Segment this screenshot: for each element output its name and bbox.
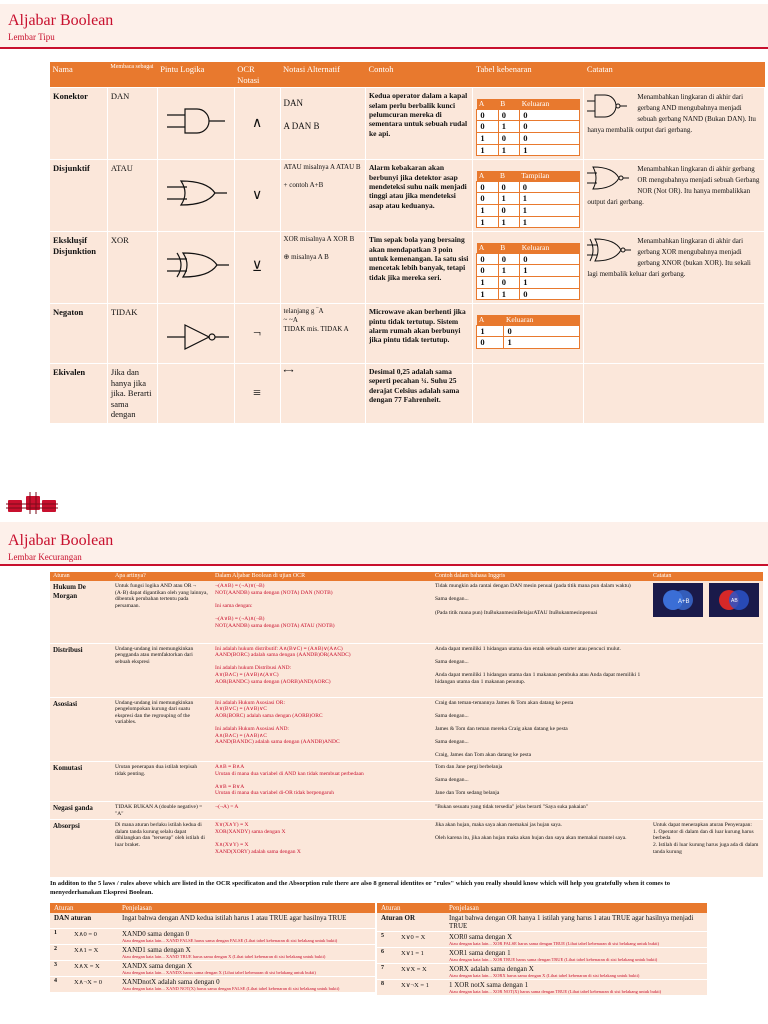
rule-explanation <box>445 932 707 948</box>
rule-big: XOR0 sama dengan X <box>449 933 513 941</box>
sheet1-header <box>0 4 768 49</box>
truth-value: 0 <box>498 109 519 121</box>
law-example: Jika akan hujan, maka saya akan memakai jas hujan saya. Oleh karena itu, jika akan hujan maka akan hujan dan saya akan memakai mantel saya. <box>432 820 650 878</box>
truth-value: 0 <box>520 121 580 133</box>
rules-title: DAN aturan <box>50 913 118 928</box>
sheet2-header <box>0 522 768 566</box>
operator-alt: telanjang g ‾A ~ ~A TIDAK mis. TIDAK A <box>280 304 365 364</box>
truth-header: Keluaran <box>504 315 580 325</box>
truth-table <box>476 243 580 300</box>
truth-value: 0 <box>519 181 580 193</box>
truth-row <box>477 205 580 217</box>
truth-value: 1 <box>498 265 519 277</box>
rule-number: 7 <box>377 964 397 980</box>
svg-text:A+B: A+B <box>678 599 690 606</box>
truth-row <box>477 277 580 289</box>
operator-ocr: ∧ <box>234 88 280 160</box>
rule-small: Atau dengan kata lain... XAND NOT(X) harus sama dengan FALSE (Lihat tabel kebenaran di sisi belakang untuk bukti) <box>122 985 340 991</box>
svg-text:AB: AB <box>731 598 738 605</box>
law-example: Craig dan teman-temannya James & Tom akan datang ke pesta Sama dengan... James & Tom dan teman mereka Craig akan datang ke pesta Sama dengan... Craig, James dan Tom akan datang ke pesta <box>432 697 650 761</box>
operator-ocr: ∨ <box>234 160 280 232</box>
law-meaning: Di mana aturan berlaku istilah kedua di dalam tanda kurung selalu dapat dihilangkan dan "terserap" oleh istilah di luar braket. <box>112 820 212 878</box>
and-exp-header: Penjelasan <box>118 903 375 913</box>
truth-value: 0 <box>477 253 498 265</box>
truth-header-row <box>477 99 580 109</box>
rule-formula: X∨0 = X <box>397 932 445 948</box>
truth-header: Keluaran <box>520 243 580 253</box>
rule-explanation <box>445 980 707 996</box>
law-ocr: Ini adalah hukum distributif: A∧(B∨C) ≡ (A∧B)∨(A∧C) AAND(BORC) adalah sama dengan (AANDB)OR(AANDC) Ini adalah hukum Distribusi AND: A∨(B∧C) ≡ (A∨B)∧(A∨C) AOR(BANDC) sama dengan (AORB)AND(AORC) <box>212 643 432 697</box>
rule-small: Atau dengan kata lain... XOR FALSE harus sama dengan TRUE (Lihat tabel kebenaran di sisi belakang untuk bukti) <box>449 941 660 946</box>
truth-table-cell <box>473 232 584 304</box>
rule-row <box>377 964 707 980</box>
operator-name: Konektor <box>50 88 108 160</box>
inverted-xor-gate-icon <box>587 235 633 265</box>
truth-header: B <box>498 171 519 181</box>
operator-example: Desimal 0,25 adalah sama seperti pecahan ¼. Suhu 25 derajat Celsius adalah sama dengan 77 Fahrenheit. <box>365 363 472 423</box>
operator-note <box>584 304 765 364</box>
note-text: Menambahkan lingkaran di akhir gerbang OR mengubahnya menjadi sebuah Gerbang NOR (Not OR). Itu hanya membalikkan output dari gerbang. <box>587 165 760 206</box>
truth-row <box>477 193 580 205</box>
law-example: Anda dapat memiliki 1 hidangan utama dan entah sebuah starter atau pencuci mulut. Sama dengan... Anda dapat memiliki 1 hidangan utama dan 1 makanan pembuka atau Anda dapat memiliki 1 hidangan utama dan 1 makanan penutup. <box>432 643 650 697</box>
truth-header: Keluaran <box>520 99 580 109</box>
operator-alt: XOR misalnya A XOR B ⊕ misalnya A B <box>280 232 365 304</box>
operator-ocr: ¬ <box>234 304 280 364</box>
law-row <box>50 697 763 761</box>
operator-name: Negaton <box>50 304 108 364</box>
rule-number: 3 <box>50 960 70 976</box>
and-rules-table <box>50 903 375 993</box>
col-header-3: Pintu Logika <box>157 62 234 88</box>
law-ocr: Ini adalah Hukum Asosiasi OR: A∨(B∨C) ≡ (A∨B)∨C AOR(BORC) adalah sama dengan (AORB)ORC Ini adalah Hukum Asosiasi AND: A∧(B∧C) ≡ (A∧B)∧C AAND(BANDC) adalah sama dengan (AANDB)ANDC <box>212 697 432 761</box>
operator-note <box>584 88 765 160</box>
truth-value: 1 <box>519 216 580 228</box>
laws-table <box>50 572 763 878</box>
truth-row <box>477 288 580 300</box>
operator-row <box>50 88 765 160</box>
col-header-1: Nama <box>50 62 108 88</box>
truth-value: 0 <box>520 109 580 121</box>
law-note <box>650 581 763 643</box>
truth-row <box>477 144 580 156</box>
identities-paragraph: In additon to the 5 laws / rules above which are listed in the OCR specificaton and the Absorption rule there are also 8 general identites or "rules" which you really should know which will help you gratefully when it comes to menyederhanakan Ekspresi Boolean. <box>50 880 670 896</box>
circuit-chip-icon <box>4 490 60 520</box>
truth-value: 0 <box>477 193 498 205</box>
truth-value: 0 <box>498 181 519 193</box>
truth-value: 0 <box>498 253 519 265</box>
note-text: Menambahkan lingkaran di akhir dari gerbang AND mengubahnya menjadi sebuah gerbang NAND (Bukan DAN). Itu hanya membalik output dari gerbang. <box>587 93 756 134</box>
truth-header: B <box>498 99 519 109</box>
truth-value: 0 <box>520 133 580 145</box>
not-gate-icon <box>167 317 231 357</box>
rule-explanation <box>118 976 375 992</box>
col-header-5: Notasi Alternatif <box>280 62 365 88</box>
truth-table-cell <box>473 363 584 423</box>
and-rule-header: Aturan <box>50 903 118 913</box>
truth-row <box>477 265 580 277</box>
law-name: Komutasi <box>50 762 112 802</box>
rule-big: XOR1 sama dengan 1 <box>449 949 511 957</box>
operator-row <box>50 160 765 232</box>
truth-header-row <box>477 315 580 325</box>
truth-value: 1 <box>520 144 580 156</box>
truth-value: 1 <box>498 144 519 156</box>
venn-diagram-icon <box>653 583 759 617</box>
law-name: Distribusi <box>50 643 112 697</box>
operator-read: ATAU <box>107 160 157 232</box>
truth-header: A <box>477 99 498 109</box>
rule-number: 4 <box>50 976 70 992</box>
rule-small: Atau dengan kata lain... XAND FALSE harus sama dengan FALSE (Lihat tabel kebenaran di sisi belakang untuk bukti) <box>122 937 338 943</box>
operator-gate <box>157 304 234 364</box>
rule-small: Atau dengan kata lain... XANDX harus sama dengan X (Lihat tabel kebenaran di sisi belakang untuk bukti) <box>122 969 316 975</box>
rule-formula: X∧0 = 0 <box>70 928 118 944</box>
rule-big: XANDnotX adalah sama dengan 0 <box>122 977 220 986</box>
law-row <box>50 820 763 878</box>
truth-value: 0 <box>477 121 498 133</box>
truth-value: 0 <box>498 133 519 145</box>
truth-table <box>476 315 580 349</box>
note-text: Menambahkan lingkaran di akhir dari gerbang XOR mengubahnya menjadi gerbang XNOR (bukan XOR). Itu sekali lagi membalik keluar dari gerbang. <box>587 237 751 278</box>
truth-header: A <box>477 171 498 181</box>
operator-note <box>584 160 765 232</box>
rule-number: 8 <box>377 980 397 996</box>
operator-example: Tim sepak bola yang bersaing akan mendapatkan 3 poin untuk kemenangan. Ia satu sisi mencetak lebih banyak, tetapi tidak jika mereka seri. <box>365 232 472 304</box>
operator-name: Disjunktif <box>50 160 108 232</box>
law-row <box>50 643 763 697</box>
or-rule-header: Aturan <box>377 903 445 913</box>
law-meaning: Undang-undang ini memungkinkan pengganda atau memfaktorkan dari sebuah ekspresi <box>112 643 212 697</box>
rule-small: Atau dengan kata lain... XOR NOT(X) harus sama dengan TRUE (Lihat tabel kebenaran di sisi belakang untuk bukti) <box>449 989 662 994</box>
or-rules-table <box>377 903 707 996</box>
truth-table-cell <box>473 304 584 364</box>
xor-gate-icon <box>167 245 231 285</box>
col-header-2: Membaca sebagai <box>107 62 157 88</box>
col-header-6: Contoh <box>365 62 472 88</box>
sheet2-subtitle: Lembar Kecurangan <box>8 552 82 562</box>
rule-number: 5 <box>377 932 397 948</box>
inverted-and-gate-icon <box>587 91 633 121</box>
law-meaning: Undang-undang ini memungkinkan pengelompokan kurung dari suatu ekspresi dan the regrouping of the variables. <box>112 697 212 761</box>
law-row <box>50 802 763 820</box>
truth-value: 0 <box>477 109 498 121</box>
truth-value: 1 <box>477 144 498 156</box>
operator-name: Ekskluşif Disjunktion <box>50 232 108 304</box>
rule-explanation <box>118 944 375 960</box>
law-example: Tom dan Jane pergi berbelanja Sama dengan... Jane dan Tom sedang belanja <box>432 762 650 802</box>
law-ocr: ¬(A∧B) ≡ (¬A)∨(¬B) NOT(AANDB) sama dengan (NOTA) DAN (NOTB) Ini sama dengan: ¬(A∨B) ≡ (¬A)∧(¬B) NOT(AANDB) sama dengan (NOTA) ATAU (NOTB) <box>212 581 432 643</box>
truth-row <box>477 181 580 193</box>
truth-value: 0 <box>477 265 498 277</box>
law-ocr: ¬(¬A) = A <box>212 802 432 820</box>
operator-example: Kedua operator dalam a kapal selam perlu berbalik kunci pelumcuran mereka di sementara untuk sebuah rudal ke api. <box>365 88 472 160</box>
rule-big: XORX adalah sama dengan X <box>449 965 534 973</box>
truth-value: 0 <box>498 277 519 289</box>
law-example: "Bukan sesuatu yang tidak tersedia" jelas berarti "Saya suka pakaian" <box>432 802 650 820</box>
rule-small: Atau dengan kata lain... XOR TRUE harus sama dengan TRUE (Lihat tabel kebenaran di sisi belakang untuk bukti) <box>449 957 658 962</box>
truth-value: 1 <box>477 205 498 217</box>
operators-table <box>49 62 765 424</box>
truth-row <box>477 337 580 349</box>
truth-value: 1 <box>498 193 519 205</box>
operator-note <box>584 363 765 423</box>
law-row <box>50 581 763 643</box>
inverted-or-gate-icon <box>587 163 633 193</box>
operator-ocr: ≡ <box>234 363 280 423</box>
law-row <box>50 762 763 802</box>
truth-table <box>476 171 580 228</box>
truth-row <box>477 133 580 145</box>
truth-row <box>477 121 580 133</box>
truth-header-row <box>477 171 580 181</box>
truth-value: 0 <box>477 181 498 193</box>
operator-alt: ATAU misalnya A ATAU B + contoh A+B <box>280 160 365 232</box>
law-meaning: TIDAK BUKAN A (double negative) = "A" <box>112 802 212 820</box>
operator-read: TIDAK <box>107 304 157 364</box>
rules-title-exp: Ingat bahwa dengan OR hanya 1 istilah yang harus 1 atau TRUE agar hasilnya menjadi TRUE <box>445 913 707 932</box>
rule-big: XAND0 sama dengan 0 <box>122 929 190 938</box>
law-note <box>650 762 763 802</box>
law-col-header-4: Contoh dalam bahasa Inggris <box>432 572 650 581</box>
law-note: Untuk dapat menerapkan aturan Penyerapan: 1. Operator di dalam dan di luar kurung harus berbeda 2. Istilah di luar kurung harus juga ada di dalam tanda kurung <box>650 820 763 878</box>
law-col-header-2: Apa artinya? <box>112 572 212 581</box>
rule-big: XANDX sama dengan X <box>122 961 193 970</box>
truth-header: A <box>477 243 498 253</box>
truth-value: 1 <box>520 265 580 277</box>
law-name: Asosiasi <box>50 697 112 761</box>
truth-value: 1 <box>477 325 504 337</box>
truth-row <box>477 325 580 337</box>
truth-value: 1 <box>520 277 580 289</box>
operator-read: Jika dan hanya jika jika. Berarti sama dengan <box>107 363 157 423</box>
truth-table-cell <box>473 160 584 232</box>
rule-formula: X∨X = X <box>397 964 445 980</box>
sheet1-title: Aljabar Boolean <box>8 12 114 29</box>
operator-example: Alarm kebakaran akan berbunyi jika detektor asap mendeteksi suhu naik menjadi tinggi atau jika mendeteksi asap atau keduanya. <box>365 160 472 232</box>
operator-gate <box>157 363 234 423</box>
operator-alt: DAN A DAN B <box>280 88 365 160</box>
rule-formula: X∨¬X = 1 <box>397 980 445 996</box>
sheet2-title: Aljabar Boolean <box>8 532 114 549</box>
law-col-header-5: Catatan <box>650 572 763 581</box>
law-name: Hukum De Morgan <box>50 581 112 643</box>
rule-row <box>377 948 707 964</box>
truth-value: 0 <box>477 337 504 349</box>
rules-title-row <box>377 913 707 932</box>
law-meaning: Urutan penerapan dua istilah terpisah tidak penting. <box>112 762 212 802</box>
law-meaning: Untuk fungsi logika AND atau OR ¬ (A·B) dapat digantikan oleh yang lainnya, dibentuk perubahan tertentu pada persamaan. <box>112 581 212 643</box>
operator-row <box>50 304 765 364</box>
rule-row <box>377 980 707 996</box>
operator-row <box>50 232 765 304</box>
truth-header-row <box>477 243 580 253</box>
law-note <box>650 643 763 697</box>
truth-value: 0 <box>520 288 580 300</box>
rules-title-row <box>50 913 375 928</box>
operator-gate <box>157 232 234 304</box>
or-gate-icon <box>167 173 231 213</box>
note-wrap <box>587 91 761 134</box>
law-col-header-1: Aturan <box>50 572 112 581</box>
law-name: Negasi ganda <box>50 802 112 820</box>
rule-explanation <box>445 964 707 980</box>
operator-name: Ekivalen <box>50 363 108 423</box>
rule-small: Atau dengan kata lain... XAND TRUE harus sama dengan X (Lihat tabel kebenaran di sisi belakang untuk bukti) <box>122 953 326 959</box>
col-header-7: Tabel kebenaran <box>473 62 584 88</box>
operator-example: Microwave akan berhenti jika pintu tidak tertutup. Sistem alarm rumah akan berbunyi jika pintu tidak tertutup. <box>365 304 472 364</box>
rule-formula: X∧1 = X <box>70 944 118 960</box>
truth-value: 1 <box>519 205 580 217</box>
rule-formula: X∧¬X = 0 <box>70 976 118 992</box>
truth-value: 1 <box>498 121 519 133</box>
operator-read: DAN <box>107 88 157 160</box>
truth-value: 1 <box>498 288 519 300</box>
rule-small: Atau dengan kata lain... XORX harus sama dengan X (Lihat tabel kebenaran di sisi belakang untuk bukti) <box>449 973 640 978</box>
rule-explanation <box>445 948 707 964</box>
truth-row <box>477 216 580 228</box>
sheet1-subtitle: Lembar Tipu <box>8 32 55 42</box>
operator-alt: ⟷ <box>280 363 365 423</box>
rule-row <box>50 960 375 976</box>
note-wrap <box>587 235 761 278</box>
law-name: Absorpsi <box>50 820 112 878</box>
rule-row <box>50 976 375 992</box>
rule-explanation <box>118 960 375 976</box>
rule-row <box>50 928 375 944</box>
note-wrap <box>587 163 761 206</box>
truth-table-cell <box>473 88 584 160</box>
truth-row <box>477 109 580 121</box>
col-header-4: OCR Notasi <box>234 62 280 88</box>
law-note <box>650 697 763 761</box>
col-header-8: Catatan <box>584 62 765 88</box>
operator-row <box>50 363 765 423</box>
operator-read: XOR <box>107 232 157 304</box>
truth-value: 0 <box>498 205 519 217</box>
operator-ocr: ⊻ <box>234 232 280 304</box>
truth-row <box>477 253 580 265</box>
rule-big: 1 XOR notX sama dengan 1 <box>449 981 529 989</box>
operator-note <box>584 232 765 304</box>
law-example: Tidak mungkin ada rantai dengan DAN mesin penuai (pada titik mana pun dalam waktu) Sama dengan... (Pada titik mana pun) ItuBukanmesinBelajarATAU ItuBukanmesinpenuai <box>432 581 650 643</box>
operator-gate <box>157 88 234 160</box>
operator-gate <box>157 160 234 232</box>
rule-formula: X∨1 = 1 <box>397 948 445 964</box>
truth-value: 1 <box>477 216 498 228</box>
rules-title: Aturan OR <box>377 913 445 932</box>
truth-value: 1 <box>477 277 498 289</box>
rule-big: XAND1 sama dengan X <box>122 945 191 954</box>
rule-row <box>50 944 375 960</box>
truth-header: B <box>498 243 519 253</box>
law-ocr: A∧B ≡ B∧A Urutan di mana dua variabel di AND kan tidak membuat perbedaan A∨B ≡ B∨A Urutan di mana dua variabel di-OR tidak berpengaruh <box>212 762 432 802</box>
rule-formula: X∧X = X <box>70 960 118 976</box>
truth-header: Tampilan <box>519 171 580 181</box>
rules-title-exp: Ingat bahwa dengan AND kedua istilah harus 1 atau TRUE agar hasilnya TRUE <box>118 913 375 928</box>
law-note <box>650 802 763 820</box>
truth-table <box>476 99 580 156</box>
law-ocr: X∨(X∧Y) ≡ X XOR(XANDY) sama dengan X X∧(X∨Y) ≡ X XAND(XORY) adalah sama dengan X <box>212 820 432 878</box>
rule-number: 1 <box>50 928 70 944</box>
truth-value: 0 <box>504 325 580 337</box>
truth-value: 1 <box>504 337 580 349</box>
truth-header: A <box>477 315 504 325</box>
rule-row <box>377 932 707 948</box>
rule-explanation <box>118 928 375 944</box>
or-exp-header: Penjelasan <box>445 903 707 913</box>
rule-number: 6 <box>377 948 397 964</box>
truth-value: 0 <box>520 253 580 265</box>
and-gate-icon <box>167 101 231 141</box>
law-col-header-3: Dalam Aljabar Boolean di ujian OCR <box>212 572 432 581</box>
truth-value: 1 <box>498 216 519 228</box>
truth-value: 1 <box>519 193 580 205</box>
truth-value: 1 <box>477 288 498 300</box>
truth-value: 1 <box>477 133 498 145</box>
rule-number: 2 <box>50 944 70 960</box>
